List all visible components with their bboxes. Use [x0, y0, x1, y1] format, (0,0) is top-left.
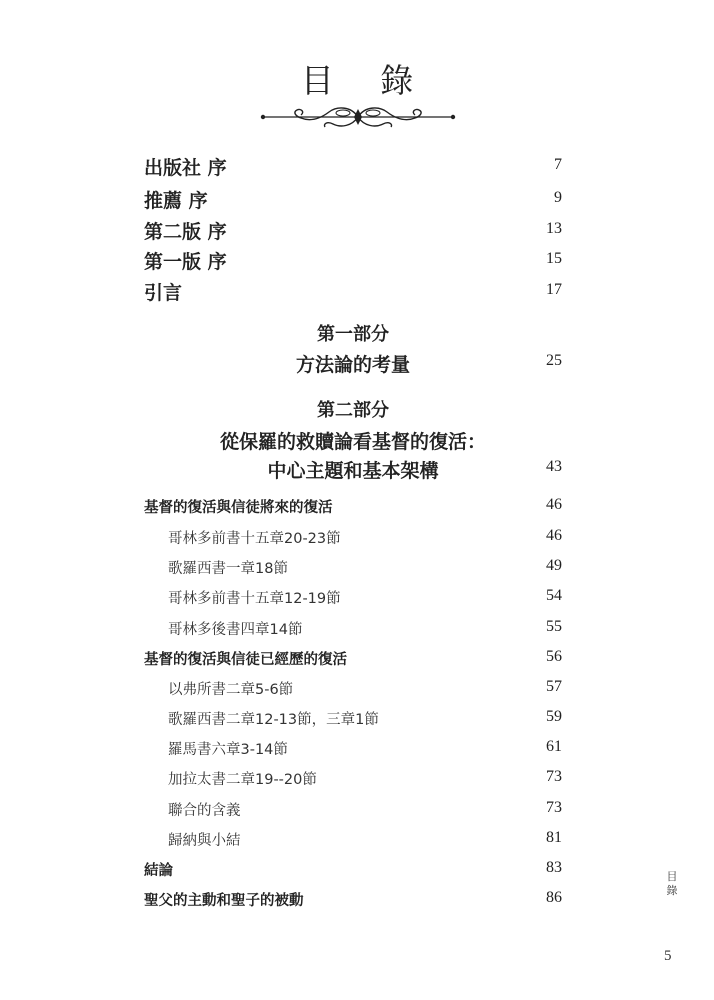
toc-entry-page: 81 [546, 829, 562, 846]
toc-subentry[interactable] [144, 799, 562, 825]
toc-entry[interactable] [144, 217, 562, 243]
toc-entry-label: 推薦 序 [144, 190, 208, 212]
toc-subentry[interactable] [144, 768, 562, 794]
part2-title-line1: 從保羅的救贖論看基督的復活： [219, 431, 486, 453]
toc-entry-page: 15 [546, 250, 562, 267]
toc-entry-label: 加拉太書二章19--20節 [168, 772, 317, 788]
toc-entry-page: 17 [546, 281, 562, 298]
part2-entry[interactable] [144, 456, 562, 482]
toc-subentry[interactable] [144, 587, 562, 613]
toc-subentry[interactable] [144, 738, 562, 764]
ornament-divider-icon [259, 104, 457, 134]
toc-entry[interactable] [144, 278, 562, 304]
toc-entry-label: 聖父的主動和聖子的被動 [144, 893, 304, 909]
toc-entry-label: 歌羅西書二章12-13節，三章1節 [168, 712, 379, 728]
part2-title-line2: 中心主題和基本架構 [267, 460, 439, 482]
toc-entry-page: 57 [546, 678, 562, 695]
part1-page: 25 [546, 352, 562, 369]
part1-heading: 第一部分 [317, 324, 389, 345]
toc-subentry[interactable] [144, 618, 562, 644]
toc-entry-label: 第二版 序 [144, 221, 227, 243]
toc-entry-label: 歌羅西書一章18節 [168, 561, 288, 577]
toc-entry-page: 13 [546, 220, 562, 237]
toc-entry-page: 83 [546, 859, 562, 876]
toc-entry-page: 73 [546, 799, 562, 816]
toc-entry[interactable] [144, 153, 562, 179]
toc-entry-page: 7 [554, 156, 562, 173]
toc-entry-page: 9 [554, 189, 562, 206]
toc-subentry[interactable] [144, 527, 562, 553]
toc-entry-label: 哥林多後書四章14節 [168, 622, 303, 638]
part1-entry[interactable] [144, 350, 562, 376]
part2-heading: 第二部分 [317, 400, 389, 421]
toc-entry-page: 56 [546, 648, 562, 665]
toc-entry-page: 86 [546, 889, 562, 906]
toc-entry-label: 引言 [144, 282, 183, 304]
toc-section[interactable] [144, 496, 562, 522]
side-tab-label: 目錄 [666, 870, 678, 897]
toc-entry-page: 46 [546, 496, 562, 513]
toc-entry-label: 聯合的含義 [168, 803, 241, 819]
toc-entry-label: 以弗所書二章5-6節 [168, 682, 294, 698]
toc-section[interactable] [144, 859, 562, 885]
toc-section[interactable] [144, 889, 562, 915]
toc-entry-label: 歸納與小結 [168, 833, 241, 849]
toc-entry-label: 基督的復活與信徒將來的復活 [144, 500, 333, 516]
toc-entry-page: 49 [546, 557, 562, 574]
toc-entry-page: 73 [546, 768, 562, 785]
toc-entry-page: 59 [546, 708, 562, 725]
toc-entry-page: 54 [546, 587, 562, 604]
toc-section[interactable] [144, 648, 562, 674]
toc-entry-page: 55 [546, 618, 562, 635]
toc-entry-page: 46 [546, 527, 562, 544]
toc-subentry[interactable] [144, 708, 562, 734]
toc-subentry[interactable] [144, 829, 562, 855]
toc-subentry[interactable] [144, 557, 562, 583]
toc-subentry[interactable] [144, 678, 562, 704]
toc-entry[interactable] [144, 247, 562, 273]
part1-title: 方法論的考量 [295, 354, 410, 376]
toc-entry-label: 第一版 序 [144, 251, 227, 273]
toc-entry-label: 出版社 序 [144, 157, 227, 179]
toc-entry-label: 基督的復活與信徒已經歷的復活 [144, 652, 347, 668]
toc-entry-label: 羅馬書六章3-14節 [168, 742, 288, 758]
part2-page: 43 [546, 458, 562, 475]
page-title: 目 錄 [300, 61, 432, 100]
toc-entry[interactable] [144, 186, 562, 212]
page-number: 5 [664, 948, 672, 964]
toc-entry-label: 哥林多前書十五章12-19節 [168, 591, 341, 607]
toc-entry-page: 61 [546, 738, 562, 755]
toc-entry-label: 哥林多前書十五章20-23節 [168, 531, 341, 547]
toc-entry-label: 結論 [144, 863, 173, 879]
